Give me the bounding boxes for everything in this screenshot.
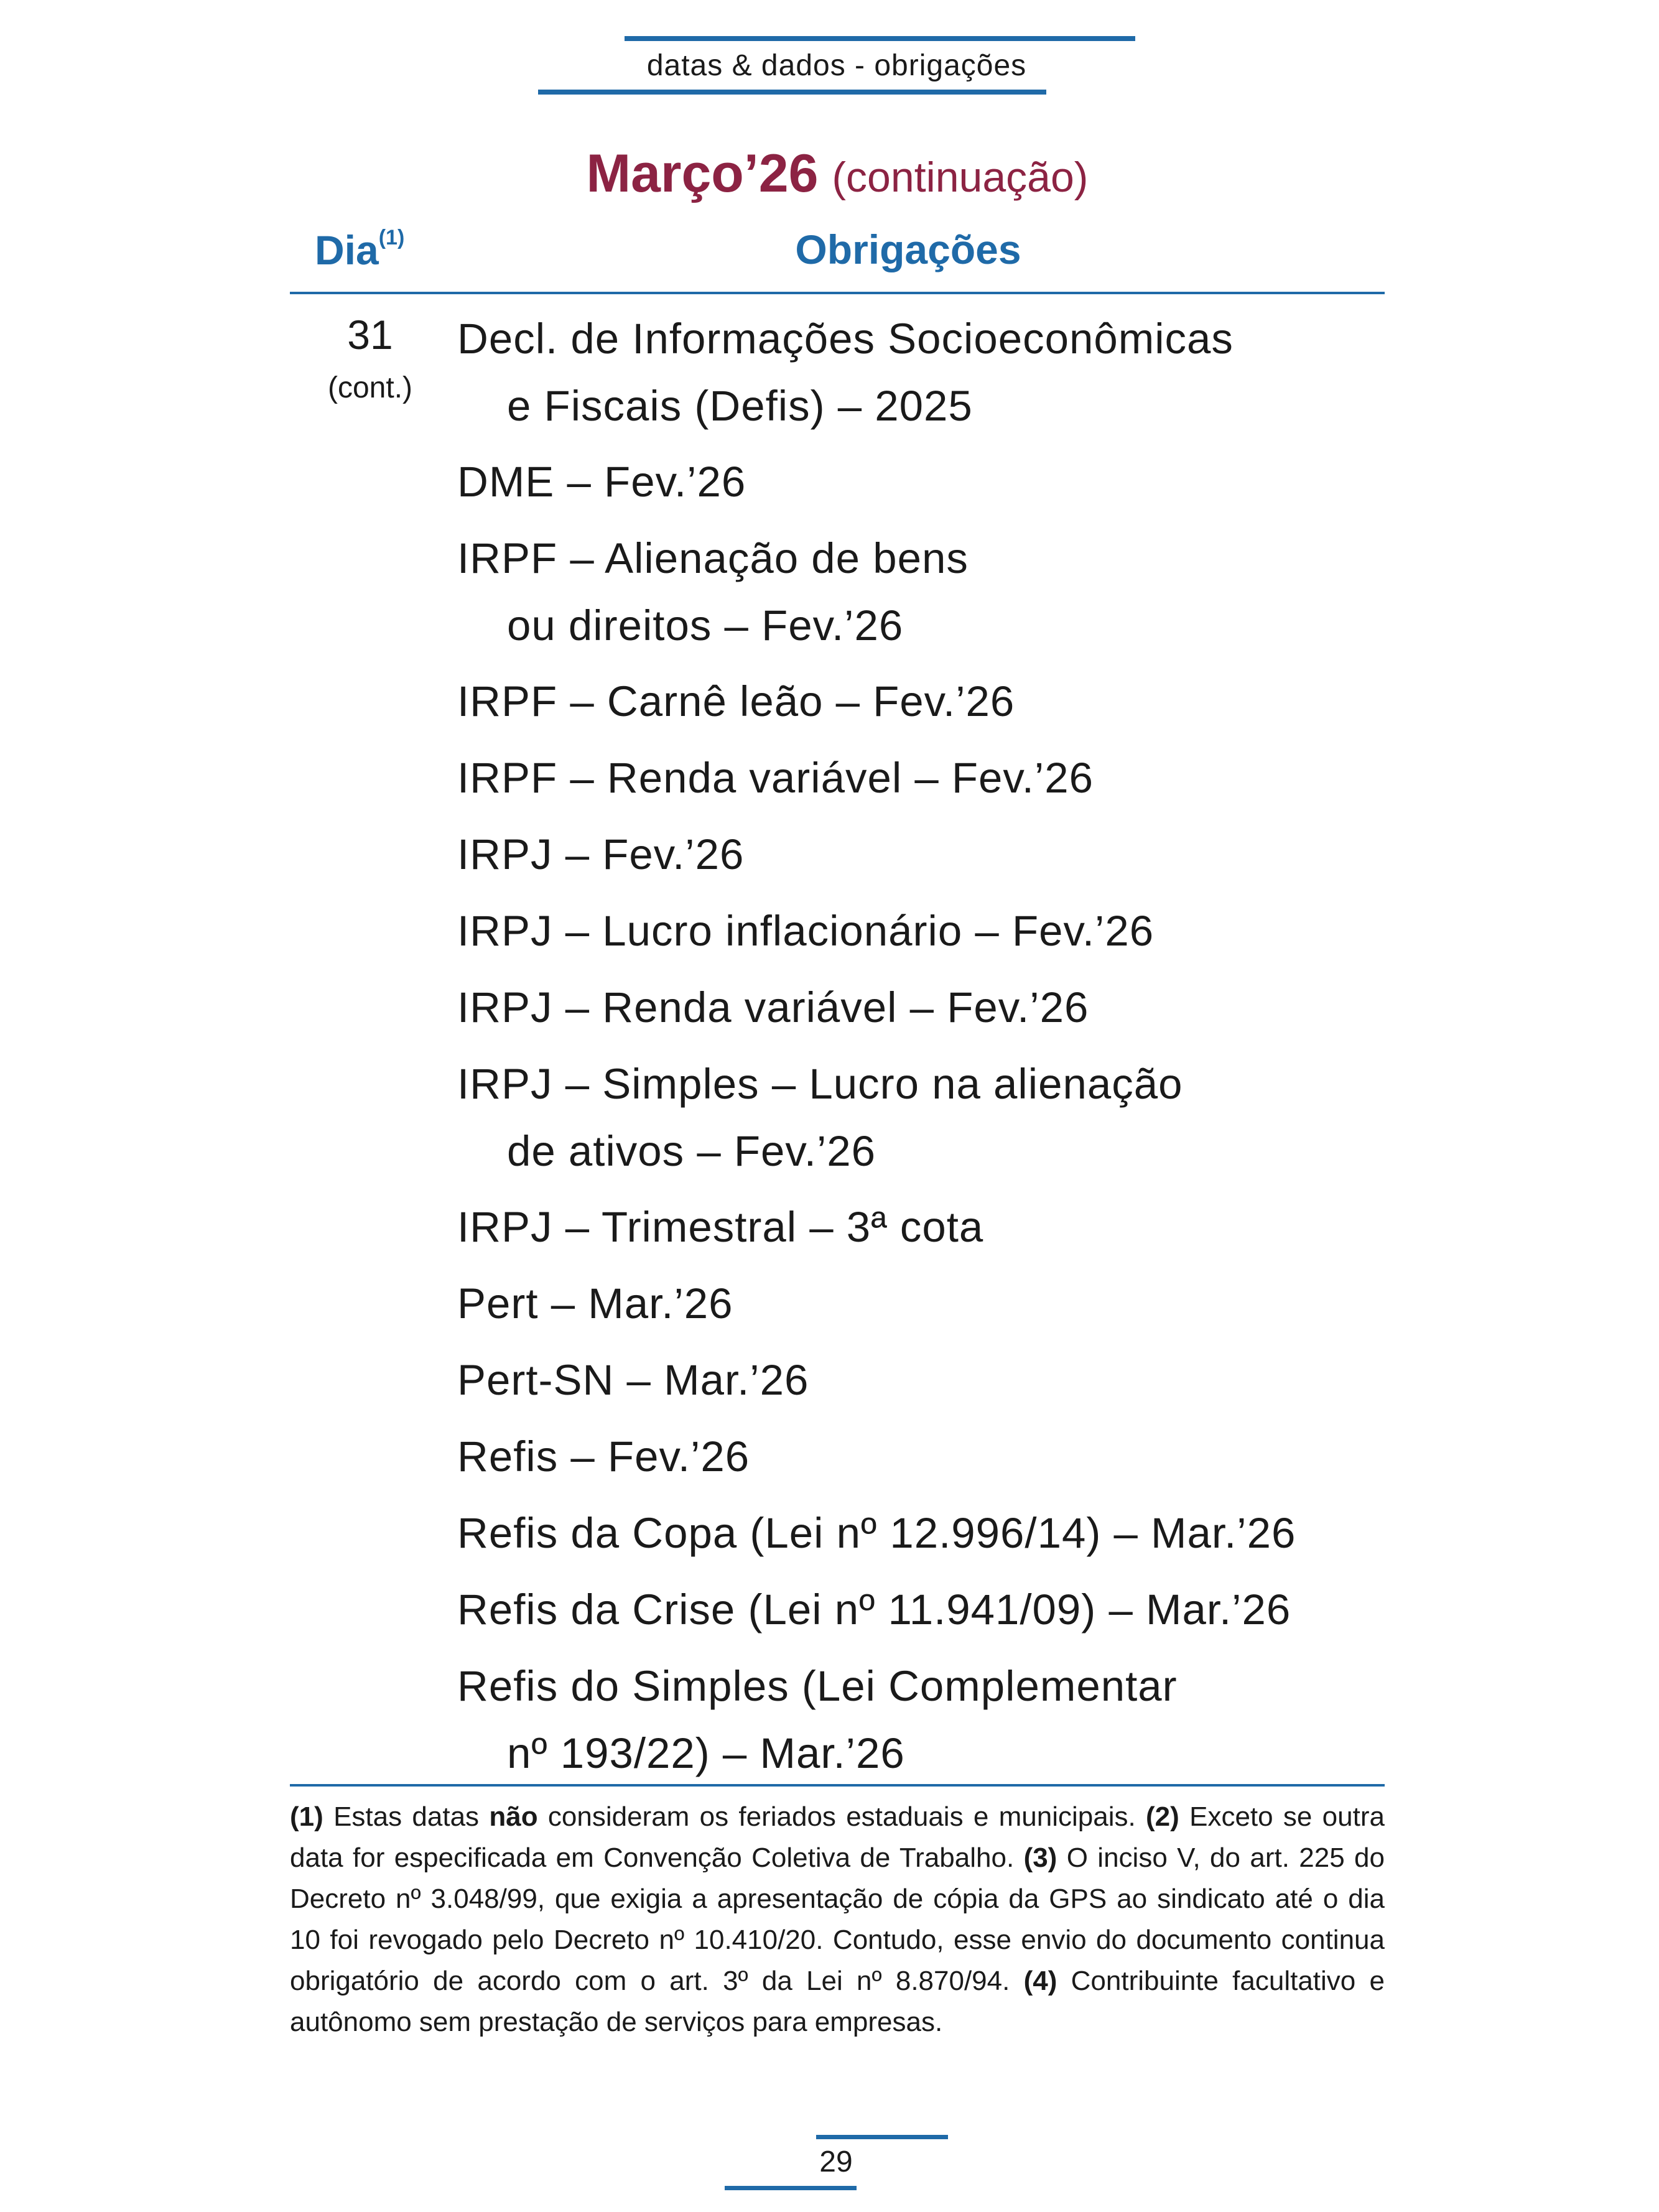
obligation-line-continuation: ou direitos – Fev.’26 <box>507 602 904 649</box>
column-header-obrigacoes: Obrigações <box>795 226 1021 272</box>
header-rule-top <box>625 36 1135 41</box>
obligation-line: Refis da Copa (Lei nº 12.996/14) – Mar.’26 <box>457 1509 1296 1557</box>
obligation-item <box>457 898 1384 965</box>
obligation-line: Refis – Fev.’26 <box>457 1433 750 1480</box>
obligation-item <box>457 1051 1384 1185</box>
obligation-line: IRPJ – Simples – Lucro na alienação <box>457 1060 1183 1108</box>
obligation-item <box>457 448 1384 516</box>
obligation-line: IRPF – Renda variável – Fev.’26 <box>457 754 1094 802</box>
page-number: 29 <box>819 2145 853 2178</box>
footnote-1-marker: (1) <box>290 1801 323 1832</box>
obligation-line: DME – Fev.’26 <box>457 458 746 506</box>
obligation-item <box>457 525 1384 659</box>
obligation-line: Pert – Mar.’26 <box>457 1280 733 1327</box>
obligation-item <box>457 821 1384 888</box>
obligation-line: IRPJ – Lucro inflacionário – Fev.’26 <box>457 907 1155 955</box>
page-title-sub: (continuação) <box>832 154 1089 201</box>
obligation-line-continuation: e Fiscais (Defis) – 2025 <box>507 382 973 430</box>
footnotes <box>290 1796 1385 2043</box>
obligation-item <box>457 668 1384 735</box>
obligation-item <box>457 1347 1384 1414</box>
footer-rule-bottom <box>725 2186 857 2190</box>
page-title <box>290 144 1385 203</box>
obligation-item <box>457 1423 1384 1490</box>
column-header-dia-label: Dia <box>315 227 379 273</box>
footnote-1-text-a: Estas datas <box>333 1801 480 1832</box>
footnote-4-text: Contribuinte facultativo e autônomo sem prestação de serviços para empresas. <box>290 1966 1385 2037</box>
obligation-line: Pert-SN – Mar.’26 <box>457 1356 809 1404</box>
day-continuation-note: (cont.) <box>327 371 413 404</box>
obligation-line: IRPJ – Fev.’26 <box>457 830 745 878</box>
day-number: 31 <box>347 312 393 358</box>
footnote-4-marker: (4) <box>1023 1966 1057 1996</box>
footnote-ref-1: (1) <box>378 226 405 249</box>
page-title-main: Março’26 <box>586 144 819 203</box>
obligation-item <box>457 305 1384 440</box>
footnote-1-emphasis: não <box>489 1801 538 1832</box>
footnote-3-text: O inciso V, do art. 225 do Decreto nº 3.048/99, que exigia a apresentação de cópia da GPS ao sindicato até o dia 10 foi revogado pelo Decreto nº 10.410/20. Contudo, esse envio do documento continua obrigatório de acordo com o art. 3º da Lei nº 8.870/94. <box>290 1843 1385 1996</box>
footer-rule-top <box>816 2135 948 2139</box>
header-rule-bottom <box>538 90 1046 95</box>
footnote-1-text-b: consideram os feriados estaduais e municipais. <box>547 1801 1136 1832</box>
obligation-item <box>457 1194 1384 1261</box>
obligation-line: IRPJ – Renda variável – Fev.’26 <box>457 983 1089 1031</box>
obligation-item <box>457 1270 1384 1337</box>
running-head: datas & dados - obrigações <box>646 49 1027 82</box>
obligation-line: Refis da Crise (Lei nº 11.941/09) – Mar.’26 <box>457 1586 1291 1633</box>
footnote-2-marker: (2) <box>1146 1801 1179 1832</box>
obligation-line: IRPF – Carnê leão – Fev.’26 <box>457 677 1015 725</box>
obligation-item <box>457 745 1384 812</box>
obligation-line: IRPJ – Trimestral – 3ª cota <box>457 1203 984 1251</box>
obligation-item <box>457 1500 1384 1567</box>
obligation-line: Refis do Simples (Lei Complementar <box>457 1662 1178 1710</box>
obligation-line-continuation: de ativos – Fev.’26 <box>507 1127 876 1175</box>
obligation-line: Decl. de Informações Socioeconômicas <box>457 315 1234 363</box>
footnote-3-marker: (3) <box>1023 1843 1057 1873</box>
obligation-item <box>457 1653 1384 1787</box>
column-header-dia <box>315 226 404 274</box>
footnote-2-text: Exceto se outra data for especificada em Convenção Coletiva de Trabalho. <box>290 1801 1385 1873</box>
table-rule-top <box>290 292 1385 294</box>
obligation-item <box>457 974 1384 1041</box>
obligation-item <box>457 1576 1384 1643</box>
table-rule-bottom <box>290 1784 1385 1787</box>
obligation-line-continuation: nº 193/22) – Mar.’26 <box>507 1729 905 1777</box>
obligation-line: IRPF – Alienação de bens <box>457 534 969 582</box>
